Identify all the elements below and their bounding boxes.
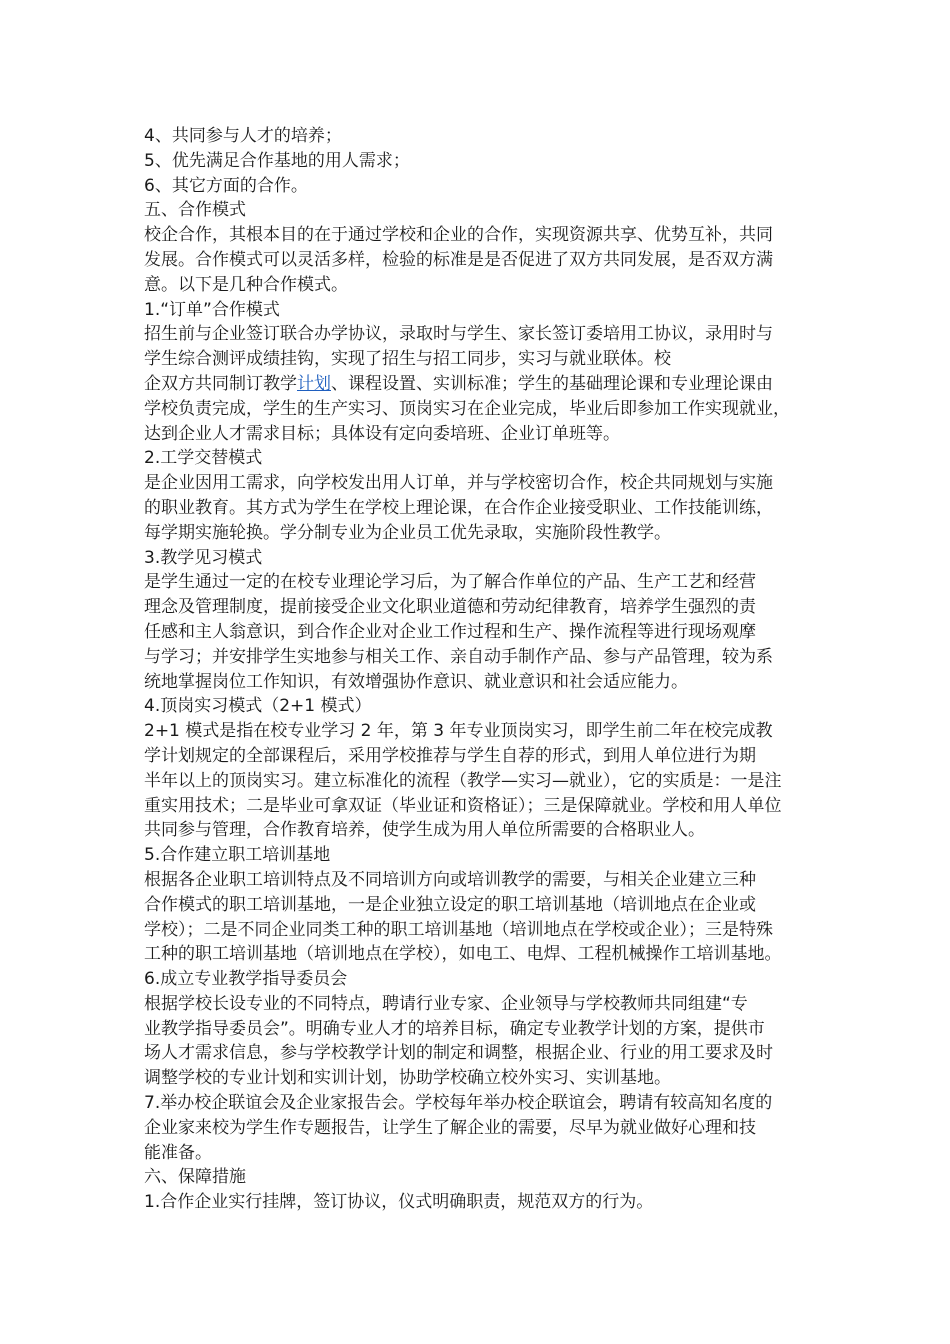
text-line: 6、其它方面的合作。	[144, 175, 308, 196]
text-line: 调整学校的专业计划和实训计划，协助学校确立校外实习、实训基地。	[144, 1068, 671, 1089]
text-line: 与学习；并安排学生实地参与相关工作、亲自动手制作产品、参与产品管理，较为系	[144, 646, 773, 667]
text-line: 2.工学交替模式	[144, 448, 263, 469]
text-line: 合作模式的职工培训基地，一是企业独立设定的职工培训基地（培训地点在企业或	[144, 894, 756, 915]
text-line: 任感和主人翁意识，到合作企业对企业工作过程和生产、操作流程等进行现场观摩	[144, 621, 756, 642]
text-line: 是企业因用工需求，向学校发出用人订单，并与学校密切合作，校企共同规划与实施	[144, 473, 773, 494]
text-line: 六、保障措施	[144, 1167, 246, 1188]
text-line: 4、共同参与人才的培养；	[144, 126, 342, 146]
text-line: 企业家来校为学生作专题报告，让学生了解企业的需要，尽早为就业做好心理和技	[144, 1117, 756, 1138]
text-line: 学校）；二是不同企业同类工种的职工培训基地（培训地点在学校或企业）；三是特殊	[144, 919, 773, 940]
plan-link[interactable]: 计划	[297, 373, 331, 394]
text-line: 的职业教育。其方式为学生在学校上理论课，在合作企业接受职业、工作技能训练，	[144, 497, 773, 518]
text-line: 场人才需求信息，参与学校教学计划的制定和调整，根据企业、行业的用工要求及时	[144, 1043, 773, 1064]
text-line: 1.“订单”合作模式	[144, 299, 280, 320]
text-line: 是学生通过一定的在校专业理论学习后，为了解合作单位的产品、生产工艺和经营	[144, 572, 756, 593]
text-line: 根据各企业职工培训特点及不同培训方向或培训教学的需要，与相关企业建立三种	[144, 869, 756, 890]
text-line: 1.合作企业实行挂牌，签订协议，仪式明确职责，规范双方的行为。	[144, 1192, 654, 1213]
text-line: 4.顶岗实习模式（2+1 模式）	[144, 696, 372, 717]
text-line: 达到企业人才需求目标；具体设有定向委培班、企业订单班等。	[144, 423, 620, 444]
document-body	[144, 124, 816, 1215]
text-line: 重实用技术；二是毕业可拿双证（毕业证和资格证）；三是保障就业。学校和用人单位	[144, 795, 782, 816]
text-line: 5.合作建立职工培训基地	[144, 845, 331, 866]
text-line: 能准备。	[144, 1142, 212, 1163]
text-line: 根据学校长设专业的不同特点，聘请行业专家、企业领导与学校教师共同组建“专	[144, 993, 748, 1014]
text-line: 招生前与企业签订联合办学协议，录取时与学生、家长签订委培用工协议，录用时与	[144, 324, 773, 345]
text-line: 学校负责完成，学生的生产实习、顶岗实习在企业完成，毕业后即参加工作实现就业，	[144, 398, 790, 419]
text-line: 五、合作模式	[144, 200, 246, 221]
text-line: 校企合作，其根本目的在于通过学校和企业的合作，实现资源共享、优势互补，共同	[144, 225, 773, 246]
text-line: 每学期实施轮换。学分制专业为企业员工优先录取，实施阶段性教学。	[144, 522, 671, 543]
text-line: 工种的职工培训基地（培训地点在学校），如电工、电焊、工程机械操作工培训基地。	[144, 944, 782, 965]
text-line: 半年以上的顶岗实习。建立标准化的流程（教学—实习—就业），它的实质是：一是注	[144, 770, 782, 791]
text-line: 学计划规定的全部课程后，采用学校推荐与学生自荐的形式，到用人单位进行为期	[144, 745, 756, 766]
text-line: 7.举办校企联谊会及企业家报告会。学校每年举办校企联谊会，聘请有较高知名度的	[144, 1093, 773, 1114]
text-line: 发展。合作模式可以灵活多样，检验的标准是是否促进了双方共同发展，是否双方满	[144, 249, 773, 270]
text-line: 5、优先满足合作基地的用人需求；	[144, 150, 410, 171]
text-line: 3.教学见习模式	[144, 547, 263, 568]
text-line: 业教学指导委员会”。明确专业人才的培养目标，确定专业教学计划的方案，提供市	[144, 1018, 765, 1039]
text-line: 统地掌握岗位工作知识，有效增强协作意识、就业意识和社会适应能力。	[144, 671, 688, 692]
text-span: 、课程设置、实训标准；学生的基础理论课和专业理论课由	[331, 373, 773, 394]
text-line	[144, 372, 816, 397]
text-line: 6.成立专业教学指导委员会	[144, 969, 348, 990]
text-span: 企双方共同制订教学	[144, 373, 297, 394]
text-line: 共同参与管理，合作教育培养，使学生成为用人单位所需要的合格职业人。	[144, 820, 705, 841]
text-line: 意。以下是几种合作模式。	[144, 274, 348, 295]
text-line: 理念及管理制度，提前接受企业文化职业道德和劳动纪律教育，培养学生强烈的责	[144, 597, 756, 618]
text-line: 2+1 模式是指在校专业学习 2 年，第 3 年专业顶岗实习，即学生前二年在校完成教	[144, 721, 773, 742]
text-line: 学生综合测评成绩挂钩，实现了招生与招工同步，实习与就业联体。校	[144, 349, 671, 370]
